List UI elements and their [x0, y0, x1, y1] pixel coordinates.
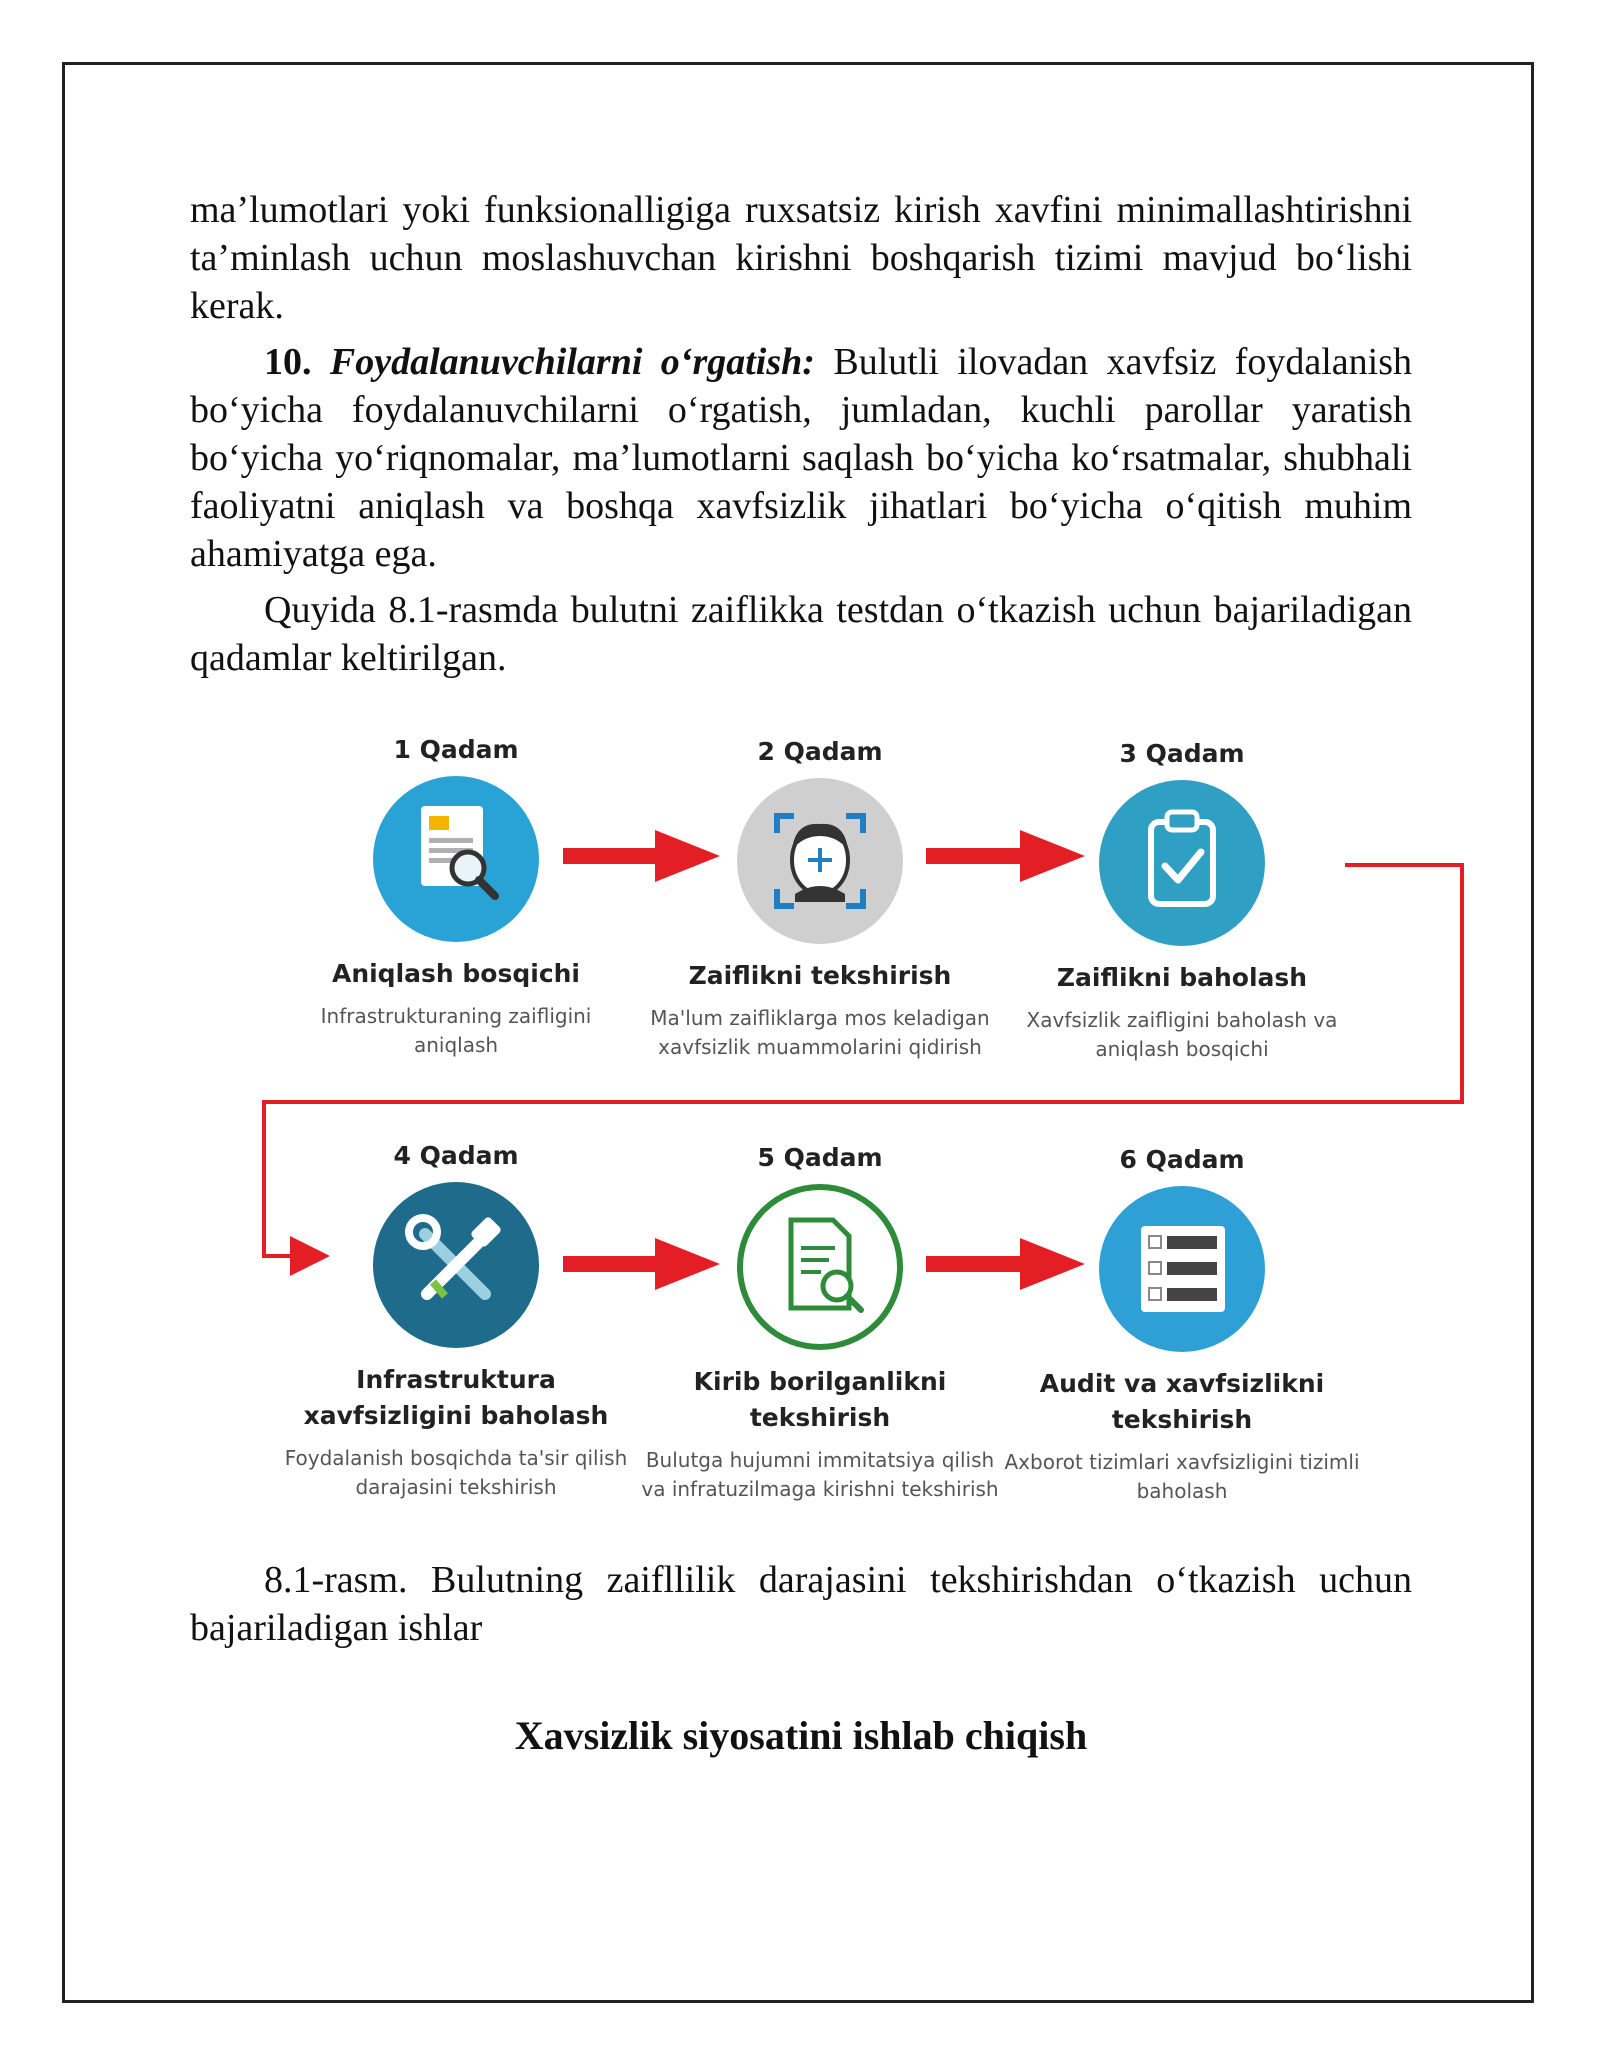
step-description: Ma'lum zaifliklarga mos keladigan xavfsizlik muammolarini qidirish	[650, 1006, 990, 1059]
step-3	[1002, 734, 1362, 1064]
item-term: Foydalanuvchilarni o‘rgatish:	[329, 341, 815, 383]
face-scan-icon	[737, 778, 903, 944]
step-1	[276, 730, 636, 1060]
step-description: Infrastrukturaning zaifligini aniqlash	[320, 1004, 592, 1057]
figure-caption: 8.1-rasm. Bulutning zaifllilik darajasini tekshirishdan o‘tkazish uchun bajariladigan ishlar	[190, 1559, 1412, 1649]
item-text: Bulutli ilovadan xavfsiz foydalanish bo‘yicha foydalanuvchilarni o‘rgatish, jumladan, kuchli parollar yaratish bo‘yicha yo‘riqnomalar, ma’lumotlarni saqlash bo‘yicha ko‘rsatmalar, shubhali faoliyatni aniqlash va boshqa xavfsizlik jihatlari bo‘yicha o‘qitish muhim ahamiyatga ega.	[190, 341, 1413, 575]
step-2	[640, 732, 1000, 1062]
step-label: 4 Qadam	[393, 1141, 519, 1170]
paragraph-1: ma’lumotlari yoki funksionalligiga ruxsatsiz kirish xavfini minimallashtirishni ta’minlash uchun moslashuvchan kirishni boshqarish tizimi mavjud bo‘lishi kerak.	[190, 189, 1412, 327]
step-title: Audit va xavfsizlikni tekshirish	[1039, 1369, 1325, 1434]
step-title: Kirib borilganlikni tekshirish	[693, 1367, 947, 1432]
paragraph-3: Quyida 8.1-rasmda bulutni zaiflikka testdan o‘tkazish uchun bajariladigan qadamlar keltirilgan.	[190, 589, 1412, 679]
clipboard-check-icon	[1099, 780, 1265, 946]
step-title: Infrastruktura xavfsizligini baholash	[303, 1365, 609, 1430]
document-inspect-icon	[737, 1184, 903, 1350]
paragraph-2	[190, 338, 1412, 578]
checklist-icon	[1099, 1186, 1265, 1352]
step-title: Zaiflikni tekshirish	[688, 961, 952, 990]
item-number: 10.	[264, 341, 312, 383]
step-description: Axborot tizimlari xavfsizligini tizimli baholash	[1004, 1450, 1360, 1503]
document-search-icon	[373, 776, 539, 942]
section-heading: Xavsizlik siyosatini ishlab chiqish	[514, 1713, 1088, 1758]
step-description: Foydalanish bosqichda ta'sir qilish darajasini tekshirish	[284, 1446, 628, 1499]
step-label: 6 Qadam	[1119, 1145, 1245, 1174]
process-diagram	[250, 730, 1480, 1540]
step-title: Aniqlash bosqichi	[331, 959, 581, 988]
body-text	[190, 186, 1412, 690]
tools-icon	[373, 1182, 539, 1348]
step-description: Bulutga hujumni immitatsiya qilish va infratuzilmaga kirishni tekshirish	[641, 1448, 999, 1501]
step-label: 1 Qadam	[393, 735, 519, 764]
step-5	[640, 1138, 1000, 1504]
step-label: 5 Qadam	[757, 1143, 883, 1172]
step-label: 3 Qadam	[1119, 739, 1245, 768]
step-description: Xavfsizlik zaifligini baholash va aniqlash bosqichi	[1026, 1008, 1338, 1061]
step-label: 2 Qadam	[757, 737, 883, 766]
step-4	[276, 1136, 636, 1502]
step-title: Zaiflikni baholash	[1056, 963, 1308, 992]
step-6	[1002, 1140, 1362, 1506]
